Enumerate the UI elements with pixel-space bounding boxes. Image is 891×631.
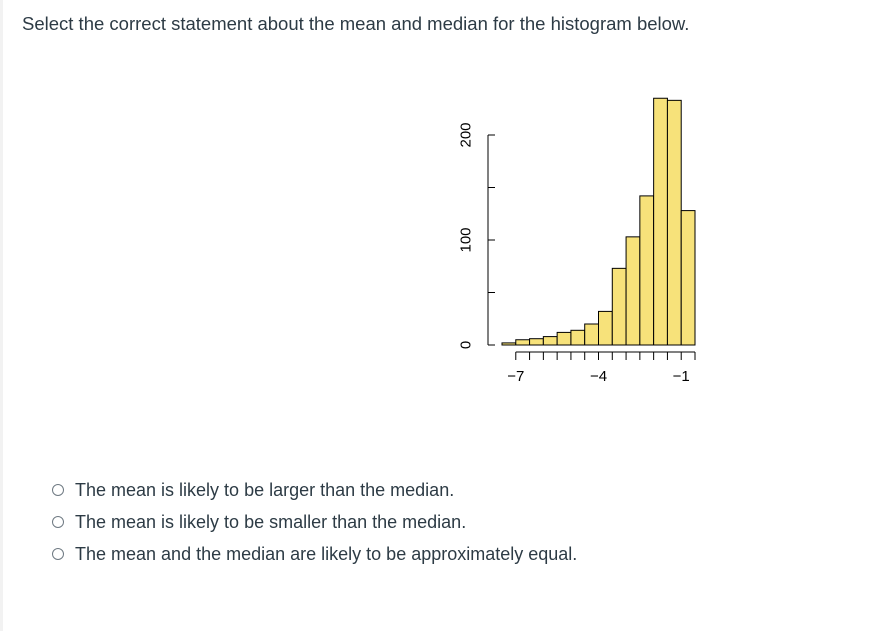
histogram-bar-6 [571, 330, 585, 345]
histogram-bar-5 [557, 332, 571, 345]
answer-option-1[interactable] [52, 474, 577, 506]
y-tick-label-1: 0 [457, 340, 475, 350]
x-tick-label-2: −4 [589, 368, 608, 385]
histogram-bar-2 [516, 340, 530, 345]
radio-button-1[interactable] [52, 484, 64, 496]
answer-options [52, 474, 577, 570]
histogram-bar-9 [612, 268, 626, 345]
histogram-bars [502, 98, 695, 345]
histogram-bar-8 [599, 311, 613, 345]
histogram-bar-13 [667, 100, 681, 345]
answer-label-2: The mean is likely to be smaller than the median. [75, 512, 467, 532]
histogram-bar-1 [502, 343, 516, 345]
histogram-bar-14 [681, 211, 695, 345]
y-tick-label-2: 100 [457, 227, 475, 253]
page-edge [0, 0, 3, 631]
y-axis [458, 122, 496, 349]
question-text: Select the correct statement about the mean and median for the histogram below. [22, 13, 690, 34]
histogram-bar-3 [530, 339, 544, 345]
histogram-bar-7 [585, 324, 599, 345]
answer-label-1: The mean is likely to be larger than the median. [75, 480, 455, 500]
radio-button-3[interactable] [52, 548, 64, 560]
x-tick-label-1: −7 [507, 368, 525, 385]
answer-label-3: The mean and the median are likely to be approximately equal. [75, 544, 578, 564]
radio-button-2[interactable] [52, 516, 64, 528]
answer-option-3[interactable] [52, 538, 577, 570]
histogram-bar-11 [640, 196, 654, 345]
histogram-svg [440, 90, 710, 410]
x-axis [507, 352, 695, 385]
x-tick-label-3: −1 [672, 368, 690, 385]
histogram-bar-4 [543, 337, 557, 345]
histogram-bar-10 [626, 237, 640, 345]
histogram-chart [440, 90, 710, 410]
answer-option-2[interactable] [52, 506, 577, 538]
y-tick-label-3: 200 [457, 122, 475, 148]
histogram-bar-12 [654, 98, 668, 345]
